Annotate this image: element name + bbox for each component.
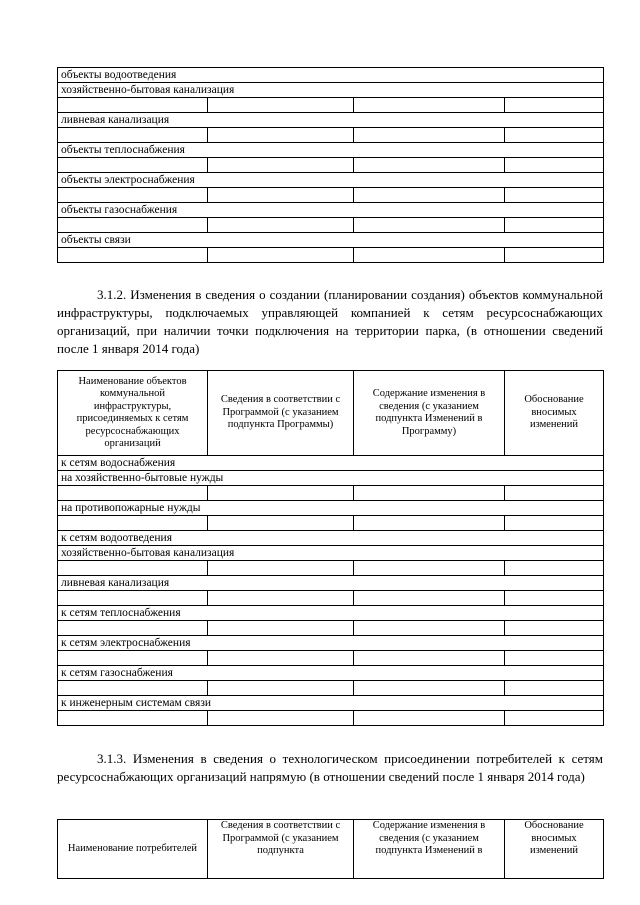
entry-cell[interactable]	[58, 128, 208, 143]
blank-entry-row	[58, 621, 604, 636]
header-program-info: Сведения в соответствии с Программой (с указанием подпункта	[208, 820, 354, 879]
header-consumer-name: Наименование потребителей	[58, 820, 208, 879]
blank-entry-row	[58, 516, 604, 531]
section-label: объекты газоснабжения	[58, 203, 604, 218]
entry-cell[interactable]	[208, 98, 354, 113]
entry-cell[interactable]	[354, 248, 505, 263]
blank-entry-row	[58, 128, 604, 143]
section-3-1-2-paragraph: 3.1.2. Изменения в сведения о создании (планировании создания) объектов коммунальной инфраструктуры, подключаемых управляющей компанией к сетям ресурсоснабжающих организаций, при наличии точки подключения на территории парка, (в отношении сведений после 1 января 2014 года)	[57, 287, 603, 356]
section-label-row	[58, 143, 604, 158]
entry-cell[interactable]	[58, 486, 208, 501]
blank-entry-row	[58, 561, 604, 576]
blank-entry-row	[58, 98, 604, 113]
entry-cell[interactable]	[208, 681, 354, 696]
section-label: объекты водоотведения	[58, 68, 604, 83]
entry-cell[interactable]	[208, 516, 354, 531]
table-header-row	[58, 371, 604, 456]
section-label: к сетям газоснабжения	[58, 666, 604, 681]
entry-cell[interactable]	[505, 561, 604, 576]
entry-cell[interactable]	[505, 158, 604, 173]
entry-cell[interactable]	[208, 248, 354, 263]
section-label-row	[58, 696, 604, 711]
section-label-row	[58, 68, 604, 83]
entry-cell[interactable]	[208, 561, 354, 576]
section-label-row	[58, 636, 604, 651]
entry-cell[interactable]	[354, 128, 505, 143]
section-label: к сетям водоотведения	[58, 531, 604, 546]
entry-cell[interactable]	[505, 128, 604, 143]
entry-cell[interactable]	[58, 561, 208, 576]
section-label: к сетям водоснабжения	[58, 456, 604, 471]
blank-entry-row	[58, 248, 604, 263]
blank-entry-row	[58, 591, 604, 606]
section-label: к сетям теплоснабжения	[58, 606, 604, 621]
blank-entry-row	[58, 711, 604, 726]
entry-cell[interactable]	[505, 651, 604, 666]
entry-cell[interactable]	[208, 188, 354, 203]
blank-entry-row	[58, 158, 604, 173]
header-change-content: Содержание изменения в сведения (с указанием подпункта Изменений в Программу)	[354, 371, 505, 456]
entry-cell[interactable]	[354, 516, 505, 531]
entry-cell[interactable]	[505, 98, 604, 113]
blank-entry-row	[58, 681, 604, 696]
entry-cell[interactable]	[208, 591, 354, 606]
blank-entry-row	[58, 651, 604, 666]
entry-cell[interactable]	[354, 561, 505, 576]
section-label: объекты электроснабжения	[58, 173, 604, 188]
header-object-name: Наименование объектов коммунальной инфраструктуры, присоединяемых к сетям ресурсоснабжающих организаций	[58, 371, 208, 456]
section-label-row	[58, 576, 604, 591]
entry-cell[interactable]	[354, 621, 505, 636]
entry-cell[interactable]	[354, 98, 505, 113]
section-label-row	[58, 173, 604, 188]
entry-cell[interactable]	[354, 711, 505, 726]
entry-cell[interactable]	[354, 158, 505, 173]
section-label-row	[58, 203, 604, 218]
entry-cell[interactable]	[208, 486, 354, 501]
section-label: на хозяйственно-бытовые нужды	[58, 471, 604, 486]
section-label-row	[58, 606, 604, 621]
section-3-1-2-table	[57, 370, 604, 726]
blank-entry-row	[58, 486, 604, 501]
entry-cell[interactable]	[505, 486, 604, 501]
header-justification: Обоснование вносимых изменений	[505, 820, 604, 879]
section-label: объекты теплоснабжения	[58, 143, 604, 158]
section-label: на противопожарные нужды	[58, 501, 604, 516]
blank-entry-row	[58, 188, 604, 203]
section-label: объекты связи	[58, 233, 604, 248]
entry-cell[interactable]	[208, 218, 354, 233]
section-label: к сетям электроснабжения	[58, 636, 604, 651]
entry-cell[interactable]	[354, 681, 505, 696]
entry-cell[interactable]	[208, 711, 354, 726]
entry-cell[interactable]	[208, 128, 354, 143]
entry-cell[interactable]	[354, 651, 505, 666]
entry-cell[interactable]	[58, 591, 208, 606]
header-justification: Обоснование вносимых изменений	[505, 371, 604, 456]
entry-cell[interactable]	[58, 516, 208, 531]
entry-cell[interactable]	[505, 591, 604, 606]
section-label-row	[58, 233, 604, 248]
entry-cell[interactable]	[58, 158, 208, 173]
entry-cell[interactable]	[58, 98, 208, 113]
section-label: ливневая канализация	[58, 576, 604, 591]
section-label-row	[58, 531, 604, 546]
entry-cell[interactable]	[505, 711, 604, 726]
entry-cell[interactable]	[354, 591, 505, 606]
section-label: ливневая канализация	[58, 113, 604, 128]
entry-cell[interactable]	[505, 248, 604, 263]
entry-cell[interactable]	[58, 651, 208, 666]
section-label: хозяйственно-бытовая канализация	[58, 546, 604, 561]
entry-cell[interactable]	[505, 516, 604, 531]
entry-cell[interactable]	[505, 681, 604, 696]
entry-cell[interactable]	[58, 188, 208, 203]
section-label-row	[58, 546, 604, 561]
entry-cell[interactable]	[208, 158, 354, 173]
entry-cell[interactable]	[354, 188, 505, 203]
blank-entry-row	[58, 218, 604, 233]
section-3-1-3-paragraph: 3.1.3. Изменения в сведения о технологическом присоединении потребителей к сетям ресурсоснабжающих организаций напрямую (в отношении сведений после 1 января 2014 года)	[57, 751, 603, 784]
entry-cell[interactable]	[58, 621, 208, 636]
entry-cell[interactable]	[58, 681, 208, 696]
section-label-row	[58, 83, 604, 98]
entry-cell[interactable]	[505, 188, 604, 203]
section-label-row	[58, 501, 604, 516]
section-label: хозяйственно-бытовая канализация	[58, 83, 604, 98]
infrastructure-objects-table	[57, 67, 604, 263]
section-label: к инженерным системам связи	[58, 696, 604, 711]
entry-cell[interactable]	[208, 651, 354, 666]
entry-cell[interactable]	[208, 621, 354, 636]
header-program-info: Сведения в соответствии с Программой (с указанием подпункта Программы)	[208, 371, 354, 456]
entry-cell[interactable]	[58, 711, 208, 726]
section-label-row	[58, 666, 604, 681]
section-3-1-3-table	[57, 819, 604, 879]
entry-cell[interactable]	[354, 486, 505, 501]
entry-cell[interactable]	[58, 248, 208, 263]
entry-cell[interactable]	[58, 218, 208, 233]
entry-cell[interactable]	[505, 218, 604, 233]
section-label-row	[58, 456, 604, 471]
table-header-row	[58, 820, 604, 879]
header-change-content: Содержание изменения в сведения (с указанием подпункта Изменений в	[354, 820, 505, 879]
section-label-row	[58, 471, 604, 486]
entry-cell[interactable]	[505, 621, 604, 636]
entry-cell[interactable]	[354, 218, 505, 233]
section-label-row	[58, 113, 604, 128]
